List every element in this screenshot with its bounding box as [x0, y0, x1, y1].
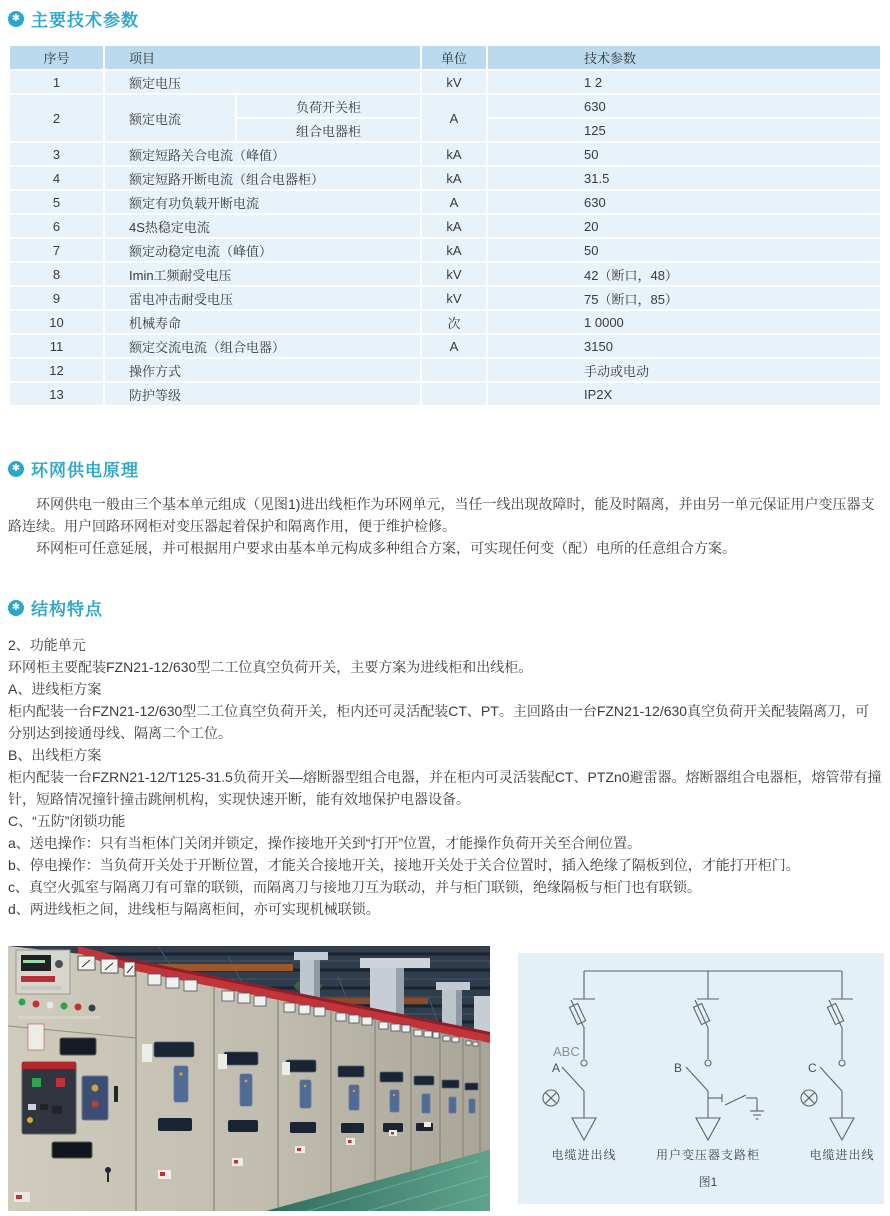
list-item: c、真空火弧室与隔离刀有可靠的联锁，而隔离刀与接地刀互为联动，并与柜门联锁，绝缘隔板与柜门也有联锁。: [8, 879, 701, 895]
switch-c-label: C: [808, 1061, 817, 1075]
list-item: b、停电操作：当负荷开关处于开断位置，才能关合接地开关，接地开关处于关合位置时，插入绝缘了隔板到位，才能打开柜门。: [8, 857, 800, 873]
table-row: 12 操作方式 手动或电动: [10, 359, 880, 381]
branch-a-caption: 电缆进出线: [551, 1148, 617, 1162]
table-row: 9 雷电冲击耐受电压 kV 75（断口，85）: [10, 287, 880, 309]
section-title: 环网供电原理: [31, 461, 139, 480]
section-principle: [8, 456, 882, 559]
table-row: 2 额定电流 负荷开关柜 A 630: [10, 95, 880, 117]
table-header-row: [10, 46, 880, 69]
list-item: d、两进线柜之间，进线柜与隔离柜间，亦可实现机械联锁。: [8, 901, 380, 917]
table-row: 组合电器柜 125: [10, 119, 880, 141]
table-row: 4 额定短路开断电流（组合电器柜） kA 31.5: [10, 167, 880, 189]
col-header-unit: 单位: [422, 46, 486, 69]
table-row: 5 额定有功负载开断电流 A 630: [10, 191, 880, 213]
section-header-principle: [8, 456, 882, 481]
table-row: 7 额定动稳定电流（峰值） kA 50: [10, 239, 880, 261]
list-item: 柜内配装一台FZN21-12/630型二工位真空负荷开关，柜内还可灵活配装CT、PT。主回路由一台FZN21-12/630真空负荷开关配装隔离刀，可分别达到接通母线、隔离二个工位。: [8, 703, 870, 741]
circuit-diagram-figure: [518, 953, 884, 1204]
col-header-no: 序号: [10, 46, 103, 69]
col-header-item: 项目: [105, 46, 420, 69]
col-header-param: 技术参数: [488, 46, 880, 69]
table-row: 6 4S热稳定电流 kA 20: [10, 215, 880, 237]
section-bullet-icon: ✱: [8, 600, 24, 616]
table-row: 8 Imin工频耐受电压 kV 42（断口，48）: [10, 263, 880, 285]
table-row: 13 防护等级 IP2X: [10, 383, 880, 405]
structure-feature-list: [8, 634, 882, 920]
list-item: 环网柜主要配装FZN21-12/630型二工位真空负荷开关，主要方案为进线柜和出线柜。: [8, 659, 533, 675]
section-header-params: [8, 6, 882, 31]
principle-paragraph-1: 环网供电一般由三个基本单元组成（见图1)进出线柜作为环网单元，当任一线出现故障时，能及时隔离，并由另一单元保证用户变压器支路连续。用户回路环网柜对变压器起着保护和隔离作用，便于维护检修。: [8, 496, 875, 534]
figures-row: [8, 946, 882, 1211]
list-item: 柜内配装一台FZRN21-12/T125-31.5负荷开关—熔断器型组合电器，并在柜内可灵活装配CT、PTZn0避雷器。熔断器组合电器柜，熔管带有撞针，短路情况撞针撞击跳闸机构，实现快速开断，能有效地保护电器设备。: [8, 769, 882, 807]
switch-b-label: B: [674, 1061, 683, 1075]
section-bullet-icon: ✱: [8, 461, 24, 477]
table-row: 11 额定交流电流（组合电器） A 3150: [10, 335, 880, 357]
section-title: 结构特点: [31, 600, 103, 619]
section-structure: [8, 595, 882, 920]
branch-b-caption: 用户变压器支路柜: [655, 1148, 761, 1162]
switchgear-photo-illustration: [8, 946, 490, 1211]
table-row: 3 额定短路关合电流（峰值） kA 50: [10, 143, 880, 165]
tech-params-table: [8, 44, 882, 407]
page-title: 主要技术参数: [31, 11, 139, 30]
list-item: a、送电操作：只有当柜体门关闭并锁定，操作接地开关到“打开”位置，才能操作负荷开关至合闸位置。: [8, 835, 642, 851]
list-item: A、进线柜方案: [8, 681, 102, 697]
principle-paragraph-2: 环网柜可任意延展，并可根据用户要求由基本单元构成多种组合方案，可实现任何变（配）电所的任意组合方案。: [36, 540, 736, 556]
switch-a-label: A: [552, 1061, 561, 1075]
section-header-structure: [8, 595, 882, 620]
figure-caption: 图1: [698, 1175, 718, 1189]
list-item: B、出线柜方案: [8, 747, 102, 763]
list-item: 2、功能单元: [8, 637, 86, 653]
ring-network-single-line-diagram: [518, 953, 884, 1204]
section-bullet-icon: ✱: [8, 11, 24, 27]
phase-label: ABC: [553, 1044, 580, 1059]
list-item: C、“五防”闭锁功能: [8, 813, 126, 829]
branch-c-caption: 电缆进出线: [809, 1148, 875, 1162]
table-row: 1 额定电压 kV 1 2: [10, 71, 880, 93]
product-photo: [8, 946, 490, 1211]
table-row: 10 机械寿命 次 1 0000: [10, 311, 880, 333]
